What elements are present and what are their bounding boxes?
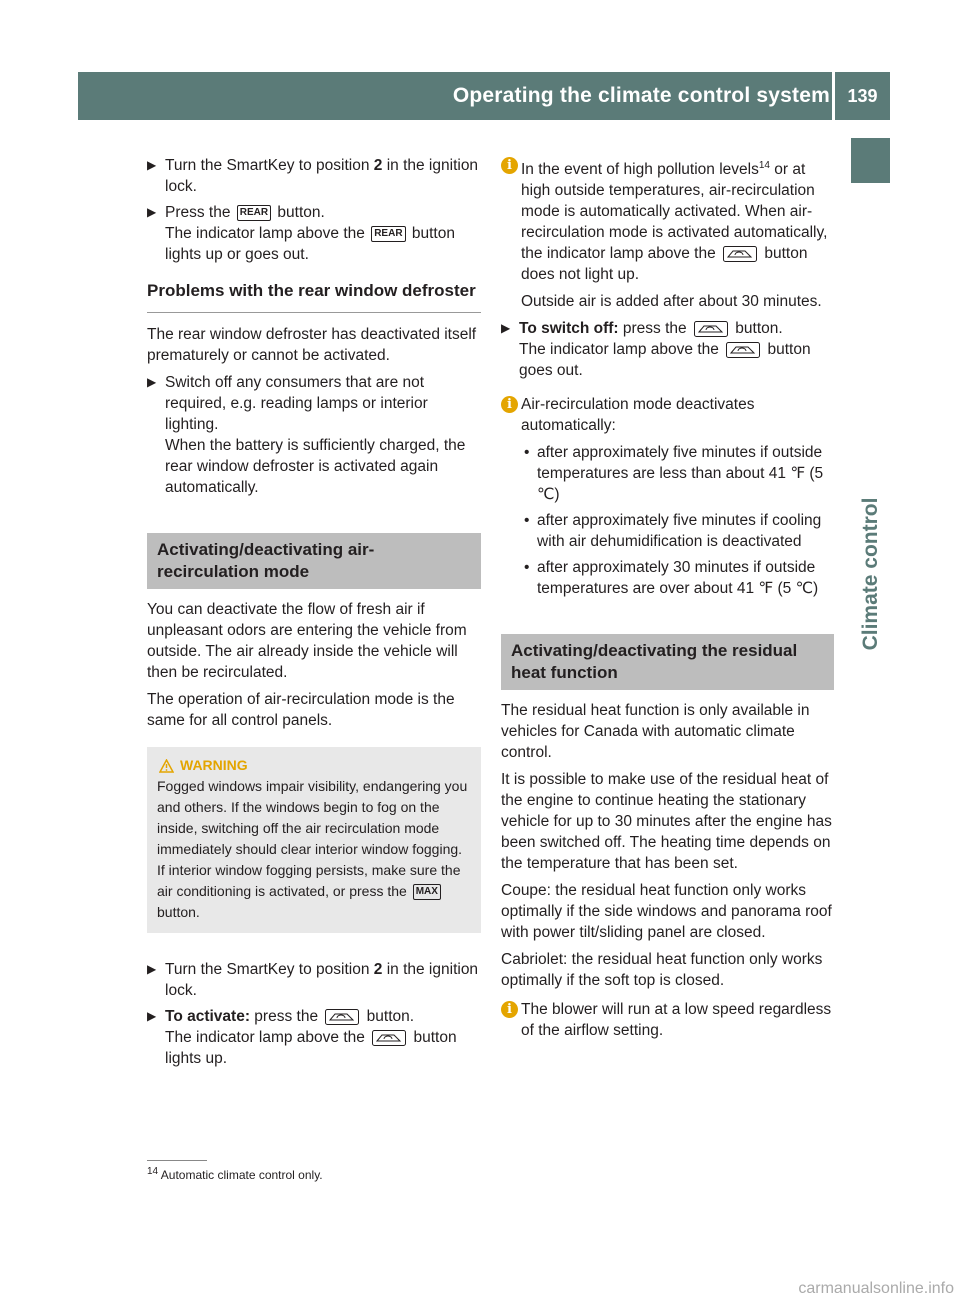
page-number: 139 — [847, 86, 878, 106]
left-column — [147, 155, 481, 1074]
info-icon: i — [501, 396, 518, 413]
body-text: The residual heat function is only available in vehicles for Canada with automatic climate control. — [501, 702, 810, 762]
section-heading: Activating/deactivating air-recirculation mode — [147, 533, 481, 589]
page-title: Operating the climate control system — [452, 84, 830, 107]
arrow-icon: ▶ — [501, 321, 511, 336]
side-marker — [851, 138, 890, 183]
body-text: Cabriolet: the residual heat function only works optimally if the soft top is closed. — [501, 951, 823, 990]
chapter-side-tab — [851, 484, 890, 664]
warning-triangle-icon — [159, 759, 174, 773]
max-defrost-icon: MAX — [413, 884, 441, 900]
body-text: Outside air is added after about 30 minutes. — [521, 293, 822, 311]
body-text: Coupe: the residual heat function only works optimally if the side windows and panorama roof with power tilt/sliding panel are closed. — [501, 882, 832, 942]
arrow-icon: ▶ — [147, 205, 157, 219]
arrow-icon: ▶ — [147, 375, 157, 389]
info-icon: i — [501, 157, 518, 174]
list-item: • after approximately five minutes if outside temperatures are less than about 41 ℉ (5 ℃) — [524, 444, 824, 504]
list-item: • after approximately five minutes if cooling with air dehumidification is deactivated — [524, 512, 822, 551]
warning-label: WARNING — [180, 757, 248, 773]
recirculation-icon — [325, 1009, 359, 1025]
body-text: You can deactivate the flow of fresh air if unpleasant odors are entering the vehicle from outside. The air already inside the vehicle will then be recirculated. — [147, 601, 467, 681]
step-item: ▶ To activate: press the button. The indicator lamp above the button lights up. — [147, 1008, 457, 1067]
body-text: It is possible to make use of the residual heat of the engine to continue heating the stationary vehicle for up to 30 minutes after the engine has been switched off. The heating time depends on the temperature that has been set. — [501, 771, 832, 873]
warning-header — [159, 755, 471, 776]
sub-heading: Problems with the rear window defroster — [147, 280, 481, 313]
section-heading: Activating/deactivating the residual heat function — [501, 634, 834, 690]
step-item: ▶ Turn the SmartKey to position 2 in the ignition lock. — [147, 157, 479, 195]
arrow-icon: ▶ — [147, 158, 157, 172]
warning-box — [147, 747, 481, 933]
warning-text: Fogged windows impair visibility, endangering you and others. If the windows begin to fog on the inside, switching off the air recirculation mode immediately should clear interior window fogging. If interior window fogging persists, make sure the air conditioning is activated, or press the MAX button. — [157, 778, 468, 920]
body-text: The operation of air-recirculation mode is the same for all control panels. — [147, 691, 455, 729]
list-item: • after approximately 30 minutes if outside temperatures are over about 41 ℉ (5 ℃) — [524, 559, 819, 598]
info-note: i The blower will run at a low speed regardless of the airflow setting. — [501, 999, 834, 1041]
footnote-divider — [147, 1160, 207, 1161]
arrow-icon: ▶ — [147, 1009, 157, 1023]
footnote: $^{14}$ Automatic climate control only. — [147, 1166, 323, 1182]
bullet-list — [501, 442, 834, 599]
step-item: ▶ Press the REAR button. The indicator lamp above the REAR button lights up or goes out. — [147, 204, 455, 263]
watermark: carmanualsonline.info — [798, 1280, 954, 1297]
rear-defroster-icon: REAR — [237, 205, 271, 221]
rear-defroster-icon: REAR — [371, 226, 405, 242]
arrow-icon: ▶ — [147, 962, 157, 976]
info-note: i In the event of high pollution levels$^{14}$ or at high outside temperatures, air-recirculation mode is automatically activated. When air-recirculation mode is activated automatically, the indicator lamp above the button does not light up. — [501, 155, 834, 285]
recirculation-icon — [726, 342, 760, 358]
chapter-label: Climate control — [858, 497, 882, 651]
page-header — [78, 72, 890, 120]
recirculation-icon — [372, 1030, 406, 1046]
step-item: ▶ Switch off any consumers that are not required, e.g. reading lamps or interior lighting. When the battery is sufficiently charged, the rear window defroster is activated again automatically. — [147, 374, 466, 496]
info-note: i Air-recirculation mode deactivates automatically: — [501, 394, 834, 436]
body-text: The rear window defroster has deactivated itself prematurely or cannot be activated. — [147, 326, 477, 364]
step-item: ▶ Turn the SmartKey to position 2 in the ignition lock. — [147, 961, 479, 999]
step-item: ▶ To switch off: press the button. The indicator lamp above the button goes out. — [501, 320, 811, 380]
right-column — [501, 155, 834, 1047]
recirculation-icon — [694, 321, 728, 337]
recirculation-icon — [723, 246, 757, 262]
info-icon: i — [501, 1001, 518, 1018]
